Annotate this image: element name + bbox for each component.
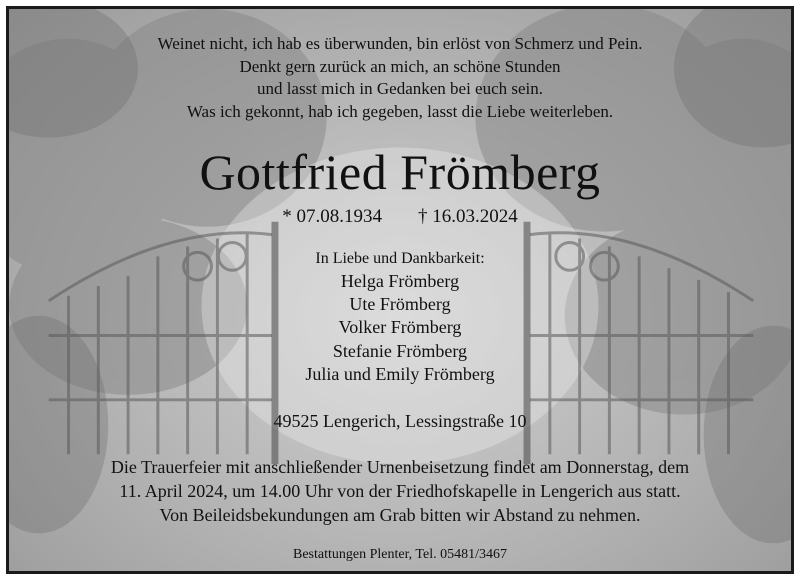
poem-line: Weinet nicht, ich hab es überwunden, bin erlöst von Schmerz und Pein. bbox=[157, 34, 643, 53]
ceremony-details bbox=[9, 455, 791, 503]
condolence-request: Von Beileidsbekundungen am Grab bitten wir Abstand zu nehmen. bbox=[159, 505, 641, 525]
mourner-name: Volker Frömberg bbox=[338, 317, 462, 338]
poem-line: Was ich gekonnt, hab ich gegeben, lasst die Liebe weiterleben. bbox=[186, 101, 614, 121]
life-dates bbox=[9, 205, 791, 229]
notice-content bbox=[9, 9, 791, 571]
memorial-poem bbox=[9, 33, 791, 123]
ceremony-line: 11. April 2024, um 14.00 Uhr von der Friedhofskapelle in Lengerich aus statt. bbox=[119, 481, 681, 501]
ceremony-line: Die Trauerfeier mit anschließender Urnenbeisetzung findet am Donnerstag, dem bbox=[110, 457, 690, 477]
poem-line: Denkt gern zurück an mich, an schöne Stunden bbox=[239, 56, 561, 76]
mourner-name: Stefanie Frömberg bbox=[332, 340, 468, 361]
mourners-intro: In Liebe und Dankbarkeit: bbox=[315, 250, 485, 267]
mourner-name: Helga Frömberg bbox=[340, 271, 460, 291]
death-date: † 16.03.2024 bbox=[418, 206, 518, 227]
undertaker-contact: Bestattungen Plenter, Tel. 05481/3467 bbox=[292, 547, 507, 562]
birth-date: * 07.08.1934 bbox=[282, 206, 382, 227]
deceased-name: Gottfried Frömberg bbox=[199, 144, 601, 200]
obituary-notice bbox=[6, 6, 794, 574]
mourner-name: Ute Frömberg bbox=[349, 294, 451, 315]
mourner-name: Julia und Emily Frömberg bbox=[305, 363, 495, 384]
family-address: 49525 Lengerich, Lessingstraße 10 bbox=[273, 411, 527, 431]
mourners-list bbox=[9, 270, 791, 386]
poem-line: und lasst mich in Gedanken bei euch sein. bbox=[256, 79, 544, 98]
